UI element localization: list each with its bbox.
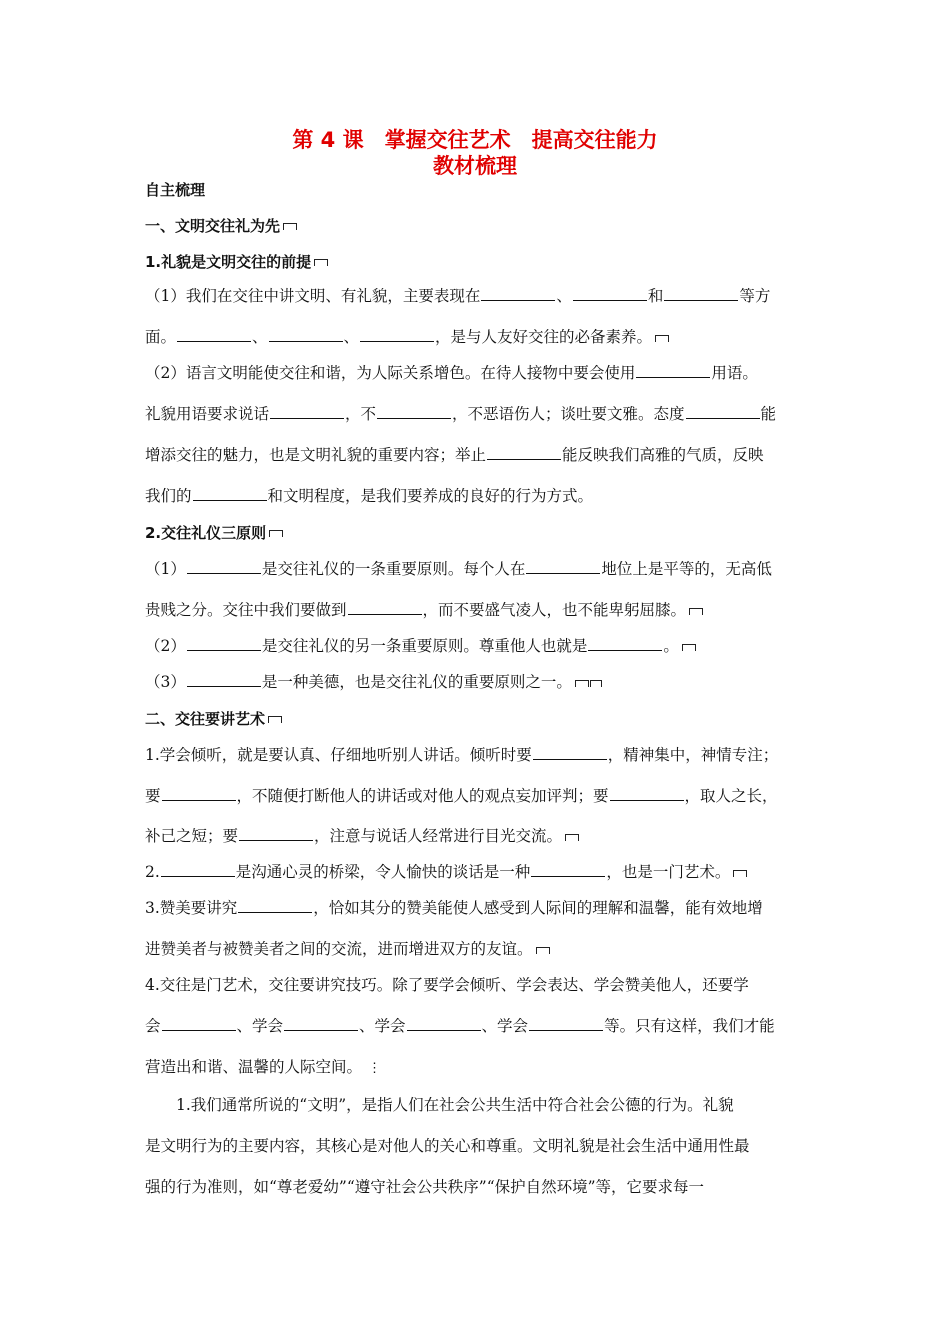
part1-sub1-heading: 1.礼貌是文明交往的前提 [145, 252, 815, 272]
marker-icon [268, 716, 282, 723]
blank-field[interactable] [487, 445, 561, 460]
paragraph-line: （1） 是交往礼仪的一条重要原则。每个人在 地位上是平等的，无高低 [145, 560, 772, 578]
lesson-title: 第 4 课 掌握交往艺术 提高交往能力 [292, 128, 658, 152]
blank-field[interactable] [686, 404, 760, 419]
blank-field[interactable] [573, 286, 647, 301]
ellipsis-icon: ⋮ [368, 1061, 382, 1076]
paragraph-line: 贵贱之分。交往中我们要做到 ，而不要盛气凌人，也不能卑躬屈膝。 [145, 600, 815, 620]
blank-field[interactable] [588, 636, 662, 651]
blank-field[interactable] [238, 898, 312, 913]
paragraph-line: 礼貌用语要求说话 ，不 ，不恶语伤人；谈吐要文雅。态度 能 [145, 405, 777, 423]
blank-field[interactable] [187, 636, 261, 651]
paragraph-line: 补己之短；要 ，注意与说话人经常进行目光交流。 [145, 826, 815, 846]
paragraph-line: 1.学会倾听，就是要认真、仔细地听别人讲话。倾听时要 ，精神集中，神情专注； [145, 746, 779, 764]
blank-field[interactable] [526, 559, 600, 574]
blank-field[interactable] [610, 786, 684, 801]
marker-icon [314, 259, 328, 266]
blank-field[interactable] [481, 286, 555, 301]
part2-heading: 二、交往要讲艺术 [145, 709, 815, 729]
marker-icon [565, 834, 579, 841]
marker-icon [590, 680, 602, 687]
paragraph-line: 要 ，不随便打断他人的讲话或对他人的观点妄加评判；要 ，取人之长， [145, 787, 778, 805]
blank-field[interactable] [407, 1016, 481, 1031]
blank-field[interactable] [239, 826, 313, 841]
lesson-subtitle: 教材梳理 [433, 154, 517, 178]
paragraph-line: （3） 是一种美德，也是交往礼仪的重要原则之一。 [145, 672, 815, 692]
paragraph-line: 营造出和谐、温馨的人际空间。 ⋮ [145, 1057, 815, 1079]
marker-icon [733, 870, 747, 877]
marker-icon [655, 335, 669, 342]
part1-sub2-heading: 2.交往礼仪三原则 [145, 523, 815, 543]
blank-field[interactable] [270, 404, 344, 419]
paragraph-line: （1）我们在交往中讲文明、有礼貌，主要表现在 、 和 等方 [145, 287, 771, 305]
blank-field[interactable] [284, 1016, 358, 1031]
blank-field[interactable] [377, 404, 451, 419]
blank-field[interactable] [187, 559, 261, 574]
paragraph-line: 我们的 和文明程度，是我们要养成的良好的行为方式。 [145, 487, 594, 505]
note-line: 是文明行为的主要内容，其核心是对他人的关心和尊重。文明礼貌是社会生活中通用性最 [145, 1137, 750, 1155]
blank-field[interactable] [348, 600, 422, 615]
paragraph-line: 会 、学会 、学会 、学会 等。只有这样，我们才能 [145, 1017, 775, 1035]
blank-field[interactable] [531, 862, 605, 877]
marker-icon [269, 530, 283, 537]
blank-field[interactable] [162, 786, 236, 801]
note-line: 强的行为准则，如“尊老爱幼”“遵守社会公共秩序”“保护自然环境”等，它要求每一 [145, 1178, 705, 1196]
blank-field[interactable] [193, 486, 267, 501]
paragraph-line: 3.赞美要讲究 ，恰如其分的赞美能使人感受到人际间的理解和温馨，能有效地增 [145, 899, 763, 917]
blank-field[interactable] [162, 1016, 236, 1031]
blank-field[interactable] [187, 672, 261, 687]
note-line: 1.我们通常所说的“文明”，是指人们在社会公共生活中符合社会公德的行为。礼貌 [145, 1096, 734, 1114]
paragraph-line: 4.交往是门艺术，交往要讲究技巧。除了要学会倾听、学会表达、学会赞美他人，还要学 [145, 976, 749, 994]
marker-icon [575, 680, 589, 687]
marker-icon [536, 947, 550, 954]
marker-icon [283, 223, 297, 230]
blank-field[interactable] [529, 1016, 603, 1031]
blank-field[interactable] [664, 286, 738, 301]
blank-field[interactable] [360, 327, 434, 342]
paragraph-line: 2. 是沟通心灵的桥梁，令人愉快的谈话是一种 ，也是一门艺术。 [145, 862, 815, 882]
blank-field[interactable] [533, 745, 607, 760]
blank-field[interactable] [636, 363, 710, 378]
marker-icon [689, 608, 703, 615]
blank-field[interactable] [177, 327, 251, 342]
paragraph-line: （2） 是交往礼仪的另一条重要原则。尊重他人也就是 。 [145, 636, 815, 656]
section-label: 自主梳理 [145, 181, 206, 199]
blank-field[interactable] [269, 327, 343, 342]
paragraph-line: 增添交往的魅力，也是文明礼貌的重要内容；举止 能反映我们高雅的气质，反映 [145, 446, 764, 464]
blank-field[interactable] [161, 862, 235, 877]
paragraph-line: （2）语言文明能使交往和谐，为人际关系增色。在待人接物中要会使用 用语。 [145, 364, 758, 382]
part1-heading: 一、文明交往礼为先 [145, 216, 815, 236]
paragraph-line: 面。 、 、 ，是与人友好交往的必备素养。 [145, 327, 815, 347]
marker-icon [682, 644, 696, 651]
paragraph-line: 进赞美者与被赞美者之间的交流，进而增进双方的友谊。 [145, 939, 815, 959]
